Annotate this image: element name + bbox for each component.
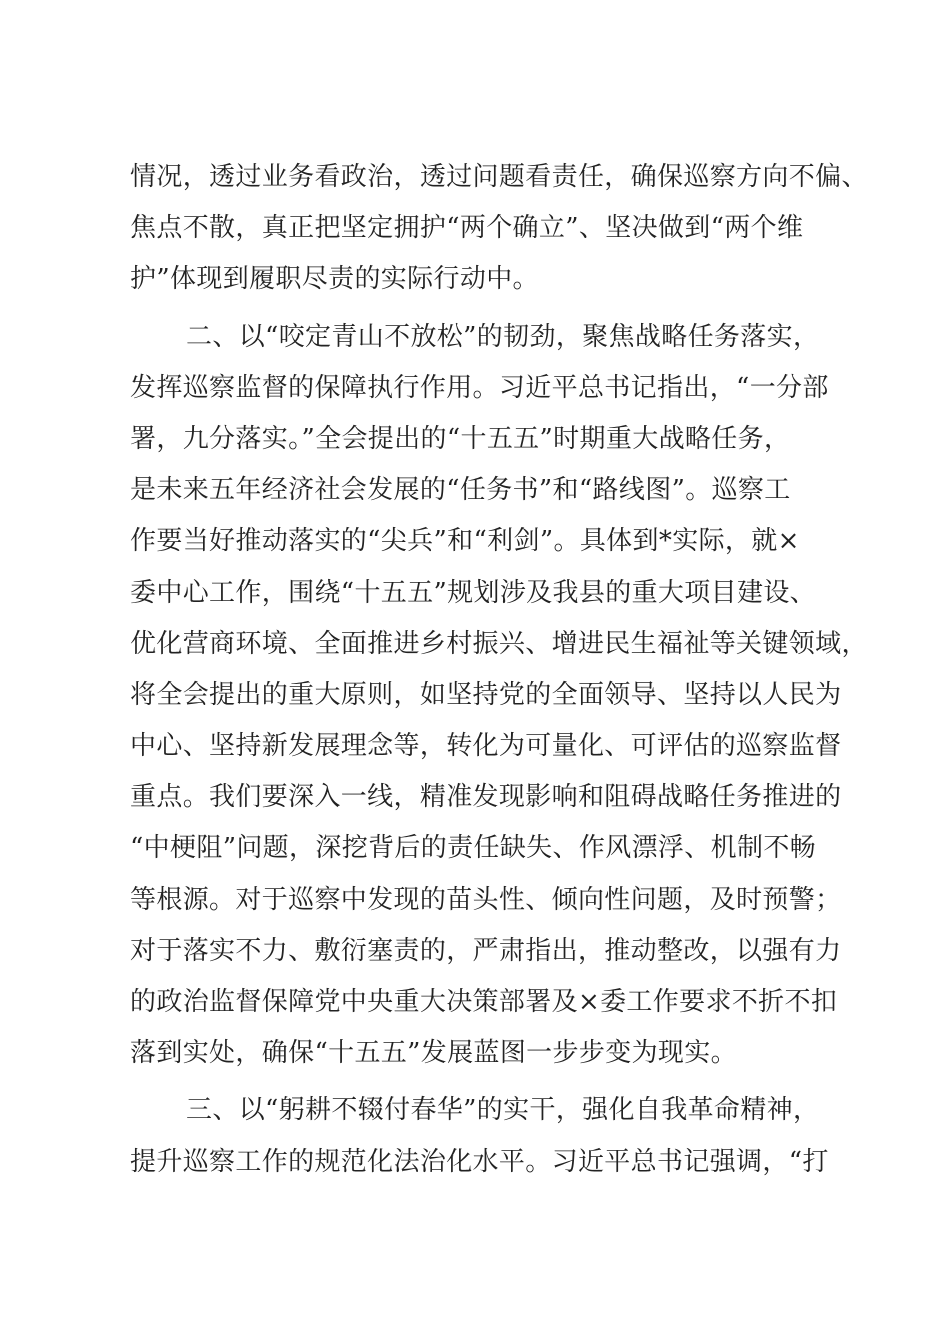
text-line: 护”体现到履职尽责的实际行动中。 xyxy=(130,264,539,295)
text-line: 作要当好推动落实的“尖兵”和“利剑”。具体到*实际，就× xyxy=(130,526,800,557)
text-line: 对于落实不力、敷衍塞责的，严肃指出，推动整改，以强有力 xyxy=(130,935,842,966)
paragraph-heading-line: 二、以“咬定青山不放松”的韧劲，聚焦战略任务落实， xyxy=(186,321,820,352)
text-line: 焦点不散，真正把坚定拥护“两个确立”、坚决做到“两个维 xyxy=(130,213,804,244)
text-line: 中心、坚持新发展理念等，转化为可量化、可评估的巡察监督 xyxy=(130,731,842,762)
text-line: 署，九分落实。”全会提出的“十五五”时期重大战略任务， xyxy=(130,423,791,454)
text-line: “中梗阻”问题，深挖背后的责任缺失、作风漂浮、机制不畅 xyxy=(130,833,817,864)
text-line: 将全会提出的重大原则，如坚持党的全面领导、坚持以人民为 xyxy=(130,679,842,710)
text-line: 重点。我们要深入一线，精准发现影响和阻碍战略任务推进的 xyxy=(130,782,842,813)
text-line: 委中心工作，围绕“十五五”规划涉及我县的重大项目建设、 xyxy=(130,577,817,608)
text-line: 的政治监督保障党中央重大决策部署及×委工作要求不折不扣 xyxy=(130,987,838,1017)
text-line: 落到实处，确保“十五五”发展蓝图一步步变为现实。 xyxy=(130,1038,737,1069)
document-body xyxy=(130,152,868,1188)
paragraph-heading-line: 三、以“躬耕不辍付春华”的实干，强化自我革命精神， xyxy=(186,1095,820,1126)
text-line: 等根源。对于巡察中发现的苗头性、倾向性问题，及时预警； xyxy=(130,884,842,915)
text-line: 是未来五年经济社会发展的“任务书”和“路线图”。巡察工 xyxy=(130,475,791,506)
text-line: 提升巡察工作的规范化法治化水平。习近平总书记强调，“打 xyxy=(130,1146,829,1177)
text-line: 情况，透过业务看政治，透过问题看责任，确保巡察方向不偏、 xyxy=(130,162,868,192)
text-line: 发挥巡察监督的保障执行作用。习近平总书记指出，“一分部 xyxy=(130,372,829,403)
text-line: 优化营商环境、全面推进乡村振兴、增进民生福祉等关键领域， xyxy=(130,628,868,659)
